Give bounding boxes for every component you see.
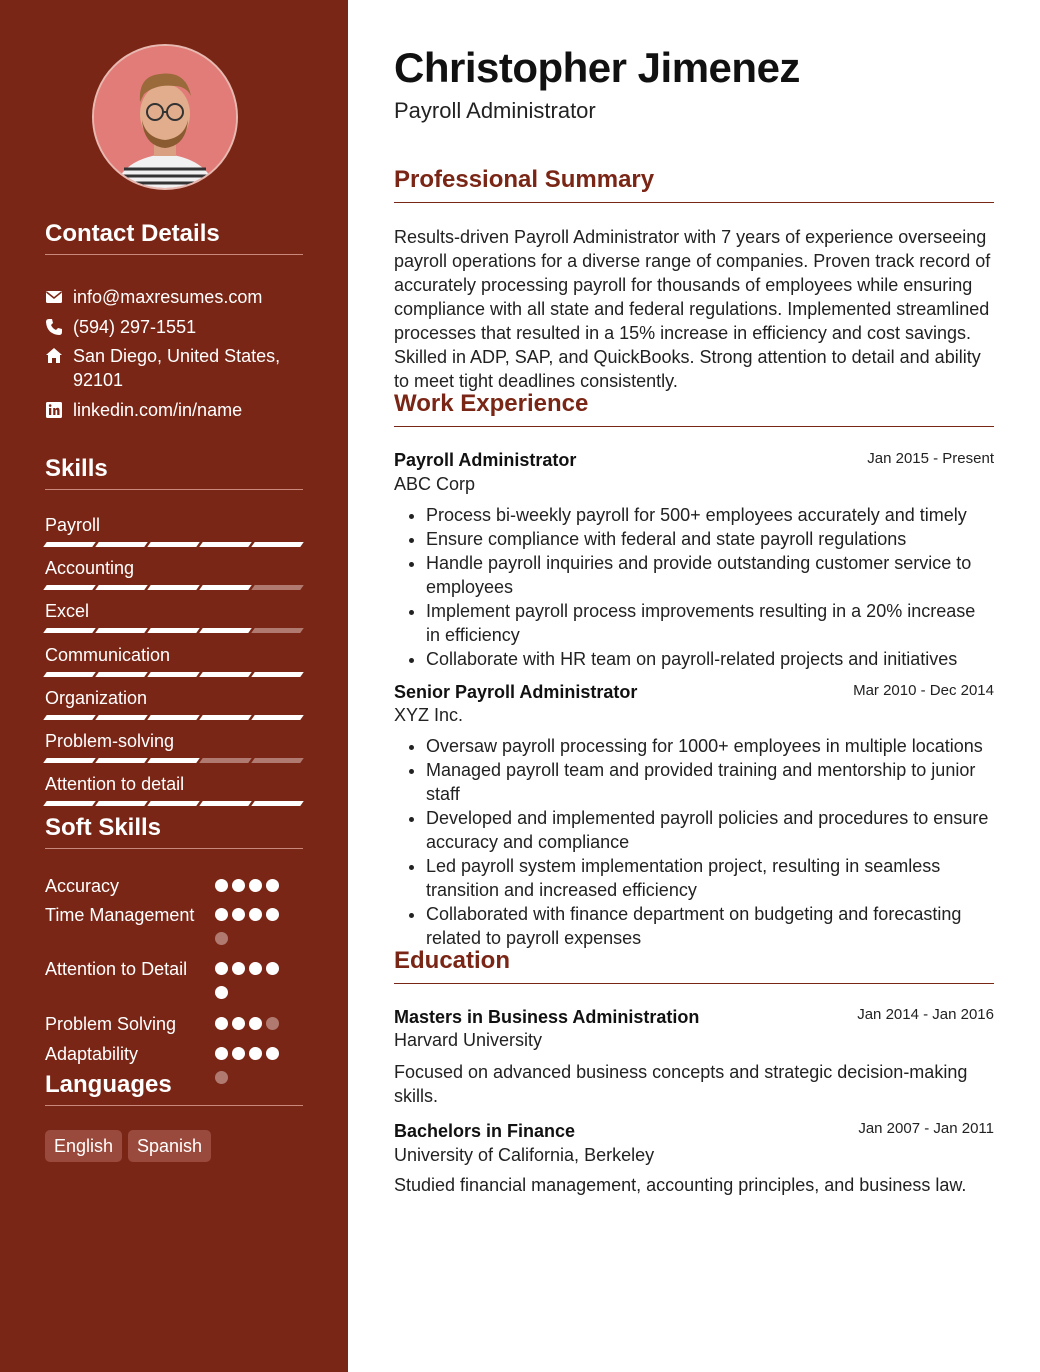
- soft-skill-label: Accuracy: [45, 876, 120, 896]
- school-name: University of California, Berkeley: [394, 1145, 655, 1165]
- skill-row: [45, 557, 303, 579]
- skill-row: [45, 644, 303, 666]
- list-item: • Ensure compliance with federal and state payroll regulations: [426, 527, 994, 551]
- soft-skill-label: Problem Solving: [45, 1014, 177, 1034]
- soft-skill-row: [45, 1013, 303, 1036]
- rating-bar: [43, 715, 96, 720]
- skill-row: [45, 600, 303, 622]
- skill-rating-bars: [45, 628, 305, 633]
- soft-skills-section: [45, 814, 303, 1064]
- soft-skill-label: Attention to Detail: [45, 959, 188, 979]
- contact-title: Contact Details: [45, 220, 303, 255]
- rating-dot: [232, 1047, 245, 1060]
- skill-rating-bars: [45, 542, 305, 547]
- rating-bar: [95, 715, 148, 720]
- list-item: • Developed and implemented payroll policies and procedures to ensure accuracy and compliance: [426, 806, 994, 854]
- home-icon: [45, 347, 63, 365]
- contact-email[interactable]: [45, 285, 262, 309]
- rating-bar: [147, 542, 200, 547]
- rating-bar: [251, 585, 304, 590]
- rating-bar: [147, 628, 200, 633]
- rating-bar: [199, 801, 252, 806]
- address-line1: San Diego, United States,: [73, 346, 281, 366]
- rating-bar: [199, 542, 252, 547]
- rating-dot: [232, 962, 245, 975]
- job-company: XYZ Inc.: [394, 705, 464, 725]
- rating-bar: [95, 801, 148, 806]
- education-title: Education: [394, 947, 994, 984]
- list-item: • Implement payroll process improvements resulting in a 20% increase in efficiency: [426, 599, 994, 647]
- skill-label: Accounting: [45, 558, 135, 578]
- degree-title: Bachelors in Finance: [394, 1121, 576, 1141]
- rating-bar: [43, 628, 96, 633]
- languages-section: [45, 1071, 303, 1156]
- skills-section: [45, 455, 303, 794]
- rating-bar: [147, 585, 200, 590]
- list-item: • Led payroll system implementation project, resulting in seamless transition and increased efficiency: [426, 854, 994, 902]
- degree-description: Focused on advanced business concepts and strategic decision-making skills.: [394, 1062, 968, 1106]
- rating-dot: [266, 908, 279, 921]
- skill-row: [45, 687, 303, 709]
- sidebar: [0, 0, 348, 1372]
- list-item: • Managed payroll team and provided training and mentorship to junior staff: [426, 758, 994, 806]
- phone-text: (594) 297-1551: [73, 317, 197, 337]
- rating-bar: [251, 628, 304, 633]
- experience-title: Work Experience: [394, 390, 994, 427]
- rating-bar: [95, 672, 148, 677]
- rating-bar: [147, 758, 200, 763]
- rating-dot: [249, 962, 262, 975]
- degree-dates: Jan 2014 - Jan 2016: [857, 1006, 994, 1023]
- rating-bar: [95, 585, 148, 590]
- rating-dot: [215, 1047, 228, 1060]
- list-item: • Handle payroll inquiries and provide outstanding customer service to employees: [426, 551, 994, 599]
- rating-bar: [43, 672, 96, 677]
- rating-dot: [215, 986, 228, 999]
- rating-dot: [249, 908, 262, 921]
- rating-bar: [251, 801, 304, 806]
- rating-dot: [266, 879, 279, 892]
- job-title: Payroll Administrator: [394, 450, 577, 470]
- skill-label: Excel: [45, 601, 90, 621]
- skills-title: Skills: [45, 455, 303, 490]
- rating-bar: [251, 542, 304, 547]
- languages-title: Languages: [45, 1071, 303, 1106]
- rating-bar: [251, 758, 304, 763]
- school-name: Harvard University: [394, 1030, 543, 1050]
- job-bullets: [394, 503, 994, 671]
- address-text: [73, 344, 280, 392]
- rating-bar: [199, 585, 252, 590]
- soft-skill-row: [45, 875, 303, 898]
- envelope-icon: [45, 288, 63, 306]
- linkedin-icon: [45, 401, 63, 419]
- degree-title: Masters in Business Administration: [394, 1007, 700, 1027]
- rating-bar: [95, 628, 148, 633]
- skill-label: Communication: [45, 645, 171, 665]
- rating-bar: [95, 758, 148, 763]
- summary-title: Professional Summary: [394, 166, 994, 203]
- rating-dot: [215, 932, 228, 945]
- rating-dot: [266, 962, 279, 975]
- avatar: [92, 44, 238, 190]
- skill-label: Organization: [45, 688, 148, 708]
- rating-dot: [249, 879, 262, 892]
- rating-dot: [249, 1017, 262, 1030]
- rating-bar: [147, 715, 200, 720]
- skill-label: Problem-solving: [45, 731, 175, 751]
- rating-bar: [43, 542, 96, 547]
- candidate-title: Payroll Administrator: [394, 98, 596, 123]
- degree-dates: Jan 2007 - Jan 2011: [858, 1120, 994, 1137]
- rating-bar: [199, 672, 252, 677]
- profile-photo: [94, 46, 236, 188]
- list-item: • Collaborate with HR team on payroll-related projects and initiatives: [426, 647, 994, 671]
- skill-row: [45, 730, 303, 752]
- soft-skills-title: Soft Skills: [45, 814, 303, 849]
- list-item: • Process bi-weekly payroll for 500+ employees accurately and timely: [426, 503, 994, 527]
- email-text: info@maxresumes.com: [73, 287, 263, 307]
- rating-bar: [43, 801, 96, 806]
- rating-bar: [251, 715, 304, 720]
- phone-icon: [45, 318, 63, 336]
- job-company: ABC Corp: [394, 474, 476, 494]
- rating-dot: [232, 1017, 245, 1030]
- skill-row: [45, 773, 303, 795]
- skill-rating-bars: [45, 672, 305, 677]
- degree-description: Studied financial management, accounting principles, and business law.: [394, 1175, 967, 1195]
- soft-skill-row: [45, 904, 303, 927]
- job-dates: Mar 2010 - Dec 2014: [853, 682, 994, 699]
- rating-dot: [215, 908, 228, 921]
- skill-rating-bars: [45, 758, 305, 763]
- rating-dot: [266, 1047, 279, 1060]
- rating-dot: [215, 1017, 228, 1030]
- list-item: • Collaborated with finance department on budgeting and forecasting related to payroll expenses: [426, 902, 994, 950]
- skill-label: Payroll: [45, 515, 101, 535]
- rating-dot: [215, 962, 228, 975]
- address-line2: 92101: [73, 370, 124, 390]
- rating-dot: [266, 1017, 279, 1030]
- rating-dot: [232, 879, 245, 892]
- language-tag-english: English: [45, 1130, 122, 1162]
- job-title: Senior Payroll Administrator: [394, 682, 638, 702]
- language-tag-spanish: Spanish: [128, 1130, 211, 1162]
- skill-row: [45, 514, 303, 536]
- soft-skill-row: [45, 1043, 303, 1066]
- rating-bar: [147, 672, 200, 677]
- contact-phone[interactable]: [45, 315, 196, 339]
- contact-section: [45, 220, 303, 420]
- soft-skill-label: Time Management: [45, 905, 195, 925]
- job-dates: Jan 2015 - Present: [867, 450, 994, 467]
- contact-address: [45, 344, 280, 392]
- skill-rating-bars: [45, 585, 305, 590]
- rating-dot: [232, 908, 245, 921]
- rating-dot: [249, 1047, 262, 1060]
- skill-rating-bars: [45, 801, 305, 806]
- candidate-name: Christopher Jimenez: [394, 44, 800, 91]
- rating-bar: [199, 758, 252, 763]
- rating-bar: [95, 542, 148, 547]
- rating-dot: [215, 879, 228, 892]
- summary-text: Results-driven Payroll Administrator with 7 years of experience overseeing payroll operations for a diverse range of companies. Proven track record of accurately processing payroll for thousands of employees while ensuring compliance with all state and federal regulations. Implemented streamlined processes that resulted in a 15% increase in efficiency and cost savings. Skilled in ADP, SAP, and QuickBooks. Strong attention to detail and ability to meet tight deadlines consistently.: [394, 227, 991, 391]
- list-item: • Oversaw payroll processing for 1000+ employees in multiple locations: [426, 734, 994, 758]
- rating-bar: [199, 628, 252, 633]
- rating-bar: [199, 715, 252, 720]
- skill-rating-bars: [45, 715, 305, 720]
- soft-skill-label: Adaptability: [45, 1044, 139, 1064]
- job-bullets: [394, 734, 994, 950]
- contact-linkedin[interactable]: [45, 398, 242, 422]
- rating-bar: [43, 758, 96, 763]
- rating-bar: [43, 585, 96, 590]
- rating-bar: [147, 801, 200, 806]
- skill-label: Attention to detail: [45, 774, 185, 794]
- rating-bar: [251, 672, 304, 677]
- linkedin-text: linkedin.com/in/name: [73, 400, 243, 420]
- soft-skill-row: [45, 958, 303, 981]
